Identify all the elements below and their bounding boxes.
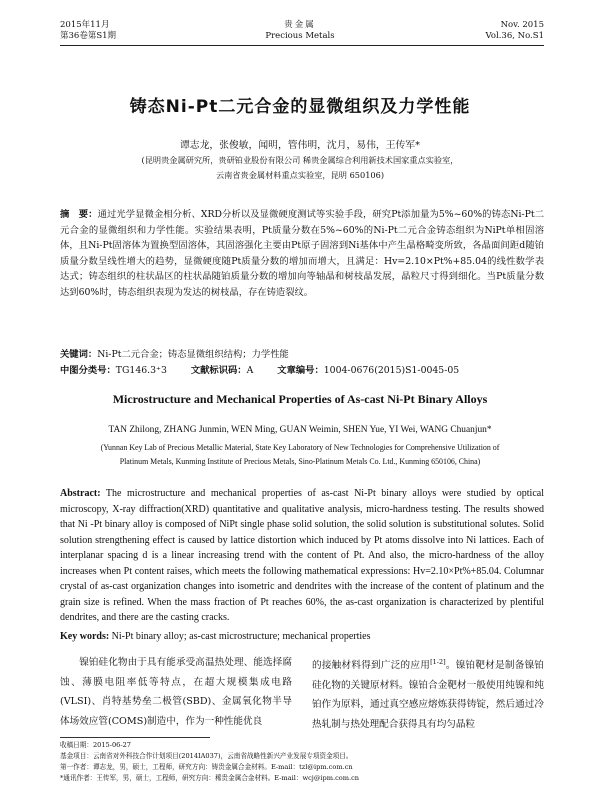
authors-en: TAN Zhilong, ZHANG Junmin, WEN Ming, GUAN Weimin, SHEN Yue, YI Wei, WANG Chuanjun* — [108, 425, 492, 435]
header-volume: 第36卷第S1期 — [60, 31, 117, 41]
header-date: 2015年11月 — [60, 20, 110, 30]
body-right-text-2: 。镍铂靶材是制备镍铂硅化物的关键原材料。镍铂合金靶材一般使用纯镍和纯铂作为原料，通过真空感应熔炼获得铸锭，然后通过冷热轧制与热处理配合获得具有均匀晶粒 — [312, 660, 545, 730]
abstract-en-label: Abstract: — [60, 488, 101, 499]
article-no-label: 文章编号： — [277, 365, 324, 376]
classification-line — [60, 364, 544, 378]
keywords-en-label: Key words: — [60, 631, 110, 642]
body-left-text: 镍铂硅化物由于具有能承受高温热处理、能选择腐蚀、薄膜电阻率低等特点，在超大规模集成电路(VLSI)、肖特基势垒二极管(SBD)、金属氧化物半导体场效应管(COMS)制造中，作为一种性能优良 — [60, 657, 292, 727]
doc-code-label: 文献标识码： — [190, 365, 247, 376]
affiliation-cn-1: (昆明贵金属研究所，贵研铂业股份有限公司 稀贵金属综合利用新技术国家重点实验室， — [141, 155, 459, 165]
keywords-cn-label: 关键词： — [60, 349, 98, 360]
footnote-first-author: 第一作者：谭志龙，男，硕士，工程师，研究方向：铸贵金属合金材料。E-mail：tzl@ipm.com.cn — [60, 763, 353, 771]
keywords-cn — [60, 348, 544, 362]
abstract-cn-label: 摘 要： — [60, 209, 98, 220]
keywords-en — [60, 630, 544, 644]
abstract-cn-text: 通过光学显微金相分析、XRD分析以及显微硬度测试等实验手段，研究Pt添加量为5%~60%的铸态Ni-Pt二元合金的显微组织和力学性能。实验结果表明，Pt质量分数在5%~60%的Ni-Pt二元合金铸态组织为NiPt单相固溶体，且Ni-Pt固溶体为置换型固溶体，其固溶强化主要由Pt原子固溶到Ni基体中产生晶格畸变所致，各晶面间距d随铂质量分数呈线性增大的趋势，显微硬度随Pt质量分数的增加而增大，且满足：Hv=2.10×Pt%+85.04的线性数学表达式；铸态组织的柱状晶区的柱状晶随铂质量分数的增加向等轴晶和树枝晶发展，晶粒尺寸得到细化。当Pt质量分数达到60%时，铸态组织表现为发达的树枝晶，存在铸造裂纹。 — [60, 209, 544, 298]
doc-code-value: A — [246, 365, 254, 376]
journal-name-en: Precious Metals — [265, 31, 335, 41]
affiliation-cn-2: 云南省贵金属材料重点实验室，昆明 650106) — [215, 170, 385, 180]
affiliation-en-2: Platinum Metals, Kunming Institute of Precious Metals, Sino-Platinum Metals Co. Ltd., Kunming 650106, China) — [119, 457, 481, 466]
keywords-en-text: Ni-Pt binary alloy; as-cast microstructure; mechanical properties — [111, 631, 371, 642]
article-no-value: 1004-0676(2015)S1-0045-05 — [323, 365, 460, 376]
citation-ref: [1-2] — [430, 658, 446, 666]
abstract-en — [60, 486, 544, 626]
footnote-received: 收稿日期：2015-06-27 — [60, 741, 131, 749]
abstract-cn — [60, 207, 544, 301]
footnote-corresponding: *通讯作者：王传军，男，硕士，工程师，研究方向：稀贵金属合金材料。E-mail：wcj@ipm.com.cn — [60, 774, 360, 782]
body-right-text-1: 的接触材料得到广泛的应用 — [312, 660, 431, 672]
header-rule — [60, 45, 544, 46]
header-volume-en: Vol.36, No.S1 — [485, 31, 544, 41]
title-en: Microstructure and Mechanical Properties of As-cast Ni-Pt Binary Alloys — [112, 392, 488, 406]
header-date-en: Nov. 2015 — [500, 20, 544, 30]
body-column-left — [60, 653, 292, 731]
abstract-en-text: The microstructure and mechanical properties of as-cast Ni-Pt binary alloys were studied by optical microscopy, X-ray diffraction(XRD) quantitative and qualitative analysis, micro-hardness testing. The results showed that Ni -Pt binary alloy is composed of NiPt single phase solid solution, the solid solution is substitutional solutes. Solid solution strengthening effect is caused by lattice distortion which induced by Pt atoms dissolve into Ni lattices. Each of interplanar spacing d is a linear increasing trend with the content of Pt. And also, the micro-hardness of the alloy increases when Pt content raises, which meets the following mathematical expressions: Hv=2.10×Pt%+85.04. Columnar crystal of as-cast organization changes into isometric and dendrites with the increase of the content of platinum and the grain size is refined. When the mass fraction of Pt reaches 60%, the as-cast organization is characterized by plentiful dendrites, and there are the casting cracks. — [60, 488, 544, 623]
clc-value: TG146.3⁺3 — [115, 365, 167, 376]
footnotes — [60, 740, 544, 784]
header-right — [486, 20, 544, 42]
authors-cn: 谭志龙，张俊敏，闻明，管伟明，沈月，易伟，王传军* — [179, 140, 421, 151]
title-cn: 铸态Ni-Pt二元合金的显微组织及力学性能 — [129, 97, 471, 117]
body-column-right — [312, 653, 544, 734]
clc-label: 中图分类号： — [60, 365, 116, 376]
keywords-cn-text: Ni-Pt二元合金；铸态显微组织结构；力学性能 — [97, 349, 289, 360]
footnote-rule — [60, 737, 210, 738]
journal-name-cn: 贵金属 — [284, 20, 316, 30]
footnote-fund: 基金项目：云南省对外科技合作计划项目(2014IA037)，云南省战略性新兴产业发展专项资金项目。 — [60, 752, 353, 760]
affiliation-en-1: (Yunnan Key Lab of Precious Metallic Material, State Key Laboratory of New Technologies for Comprehensive Utilization of — [100, 443, 500, 452]
